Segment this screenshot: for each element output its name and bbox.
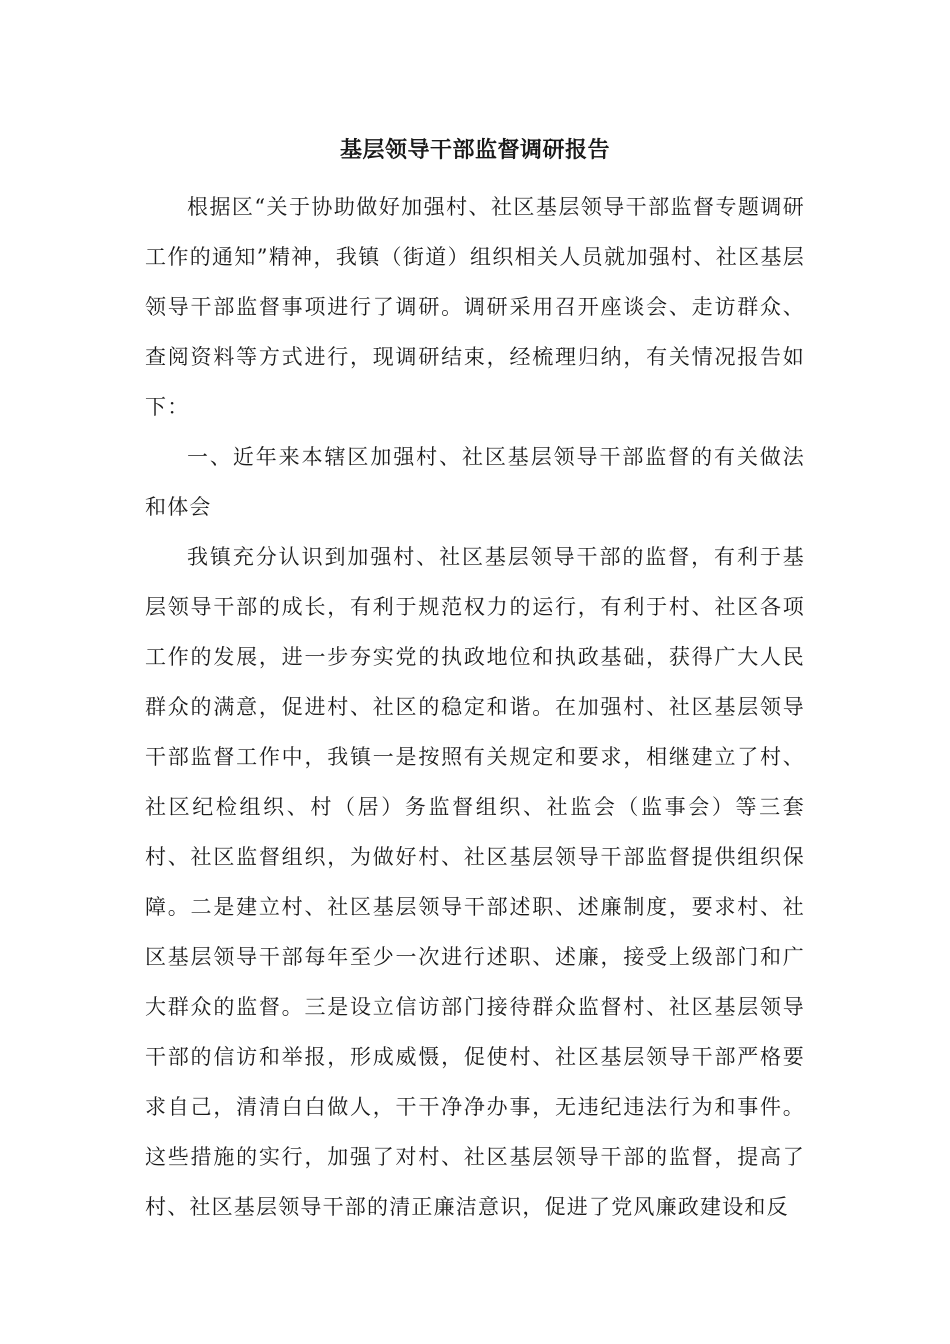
paragraph-intro: 根据区“关于协助做好加强村、社区基层领导干部监督专题调研工作的通知”精神，我镇（街道）组织相关人员就加强村、社区基层领导干部监督事项进行了调研。调研采用召开座谈会、走访群众、查阅资料等方式进行，现调研结束，经梳理归纳，有关情况报告如下： [145, 195, 805, 419]
section-heading-1: 一、近年来本辖区加强村、社区基层领导干部监督的有关做法和体会 [145, 445, 805, 519]
paragraph-practices: 我镇充分认识到加强村、社区基层领导干部的监督，有利于基层领导干部的成长，有利于规范权力的运行，有利于村、社区各项工作的发展，进一步夯实党的执政地位和执政基础，获得广大人民群众的满意，促进村、社区的稳定和谐。在加强村、社区基层领导干部监督工作中，我镇一是按照有关规定和要求，相继建立了村、社区纪检组织、村（居）务监督组织、社监会（监事会）等三套村、社区监督组织，为做好村、社区基层领导干部监督提供组织保障。二是建立村、社区基层领导干部述职、述廉制度，要求村、社区基层领导干部每年至少一次进行述职、述廉，接受上级部门和广大群众的监督。三是设立信访部门接待群众监督村、社区基层领导干部的信访和举报，形成威慑，促使村、社区基层领导干部严格要求自己，清清白白做人，干干净净办事，无违纪违法行为和事件。这些措施的实行，加强了对村、社区基层领导干部的监督，提高了村、社区基层领导干部的清正廉洁意识，促进了党风廉政建设和反 [145, 545, 805, 1219]
document-body [145, 182, 805, 1232]
document-title: 基层领导干部监督调研报告 [339, 138, 610, 163]
